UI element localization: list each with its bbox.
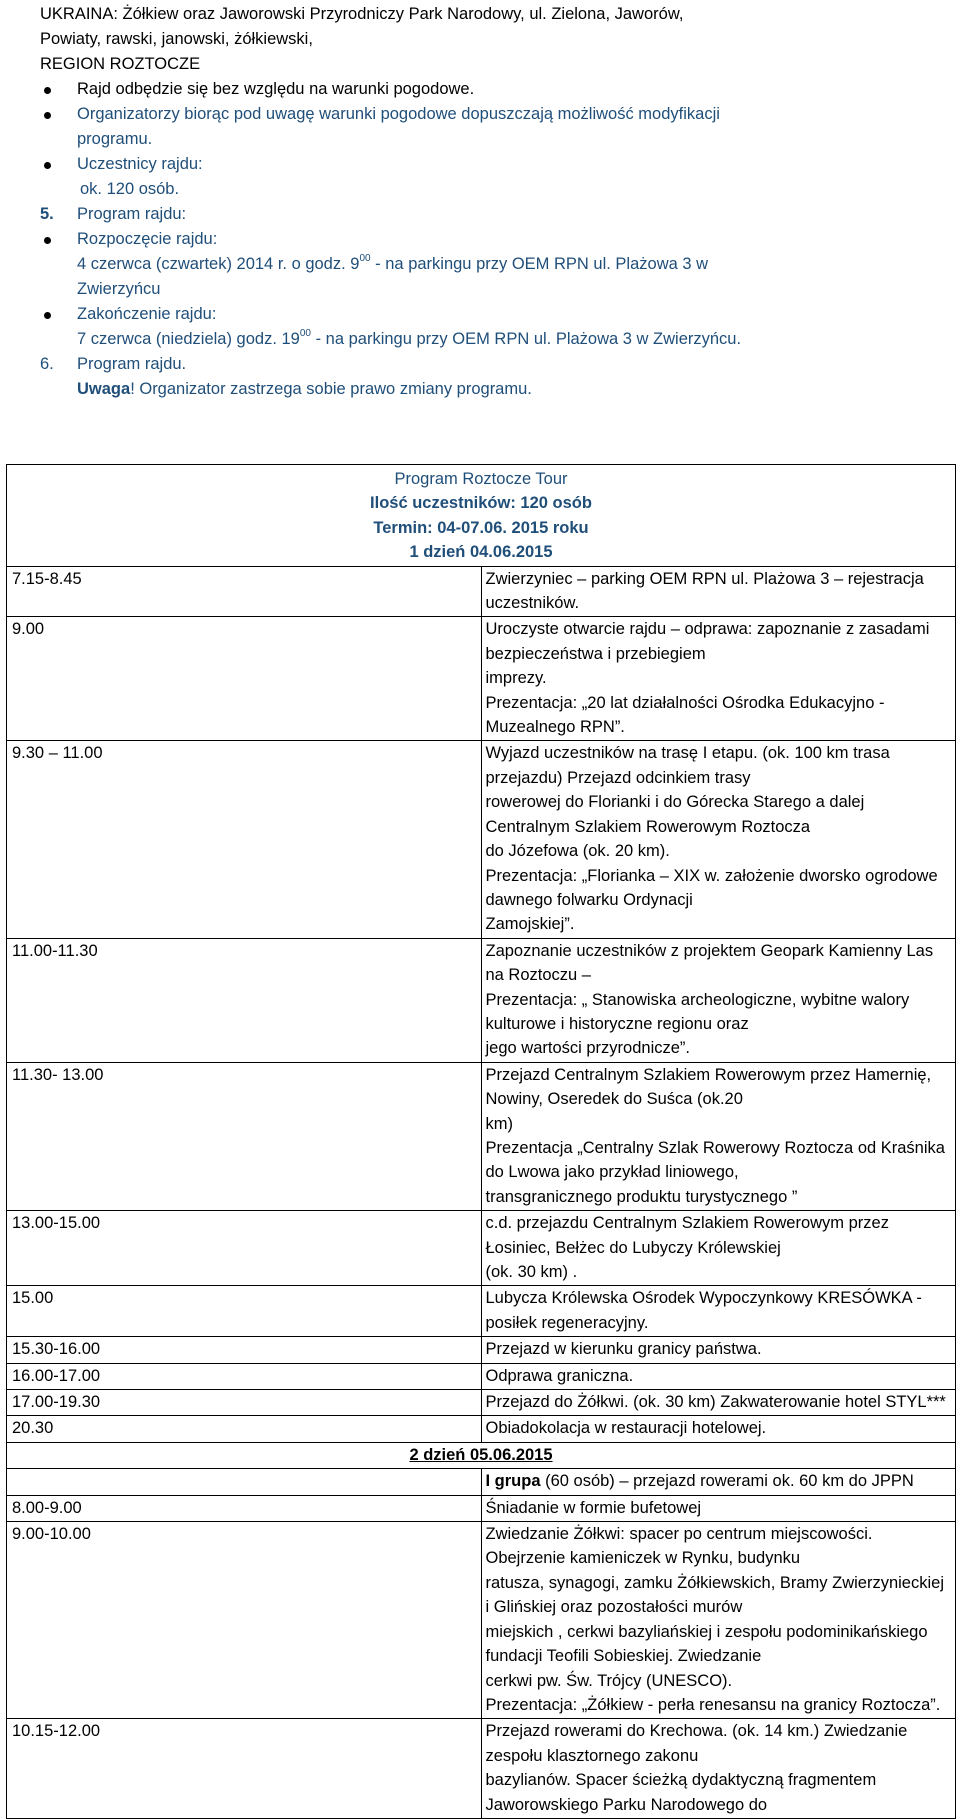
activity-line: Zamojskiej”. bbox=[485, 915, 575, 934]
time-cell: 10.15-12.00 bbox=[7, 1719, 482, 1819]
table-row bbox=[7, 1390, 956, 1416]
activity-line: Śniadanie w formie bufetowej bbox=[485, 1498, 702, 1517]
table-header-row bbox=[7, 465, 956, 567]
start-details: Zwierzyńcu bbox=[77, 280, 161, 298]
activity-line: miejskich , cerkwi bazyliańskiej i zespołu podominikańskiego fundacji Teofili Sobieskiej. Zwiedzanie bbox=[485, 1622, 928, 1666]
activity-line: Przejazd Centralnym Szlakiem Rowerowym przez Hamernię, Nowiny, Oseredek do Suśca (ok.20 bbox=[485, 1065, 932, 1109]
activity-line: c.d. przejazdu Centralnym Szlakiem Rowerowym przez Łosiniec, Bełżec do Lubyczy Królewskiej bbox=[485, 1214, 889, 1257]
time-cell: 9.30 – 11.00 bbox=[7, 741, 482, 938]
activity-line: Obiadokolacja w restauracji hotelowej. bbox=[485, 1419, 767, 1438]
activity-line: jego wartości przyrodnicze”. bbox=[485, 1039, 690, 1058]
activity-cell bbox=[481, 617, 956, 741]
activity-line: Przejazd w kierunku granicy państwa. bbox=[485, 1340, 762, 1359]
time-cell: 9.00 bbox=[7, 617, 482, 741]
time-cell: 11.00-11.30 bbox=[7, 938, 482, 1062]
activity-line: km) bbox=[485, 1114, 513, 1133]
activity-cell bbox=[481, 566, 956, 617]
activity-line: Prezentacja: „Żółkiew - perła renesansu na granicy Roztocza”. bbox=[485, 1695, 941, 1714]
group-row bbox=[7, 1469, 956, 1495]
activity-line: Zwierzyniec – parking OEM RPN ul. Plażowa 3 – rejestracja uczestników. bbox=[485, 569, 924, 613]
bullet-icon bbox=[44, 312, 51, 319]
activity-line: Prezentacja: „ Stanowiska archeologiczne, wybitne walory kulturowe i historyczne regionu oraz bbox=[485, 990, 910, 1033]
intro-section bbox=[40, 2, 940, 402]
participants-info: Ilość uczestników: 120 osób bbox=[370, 494, 592, 513]
time-cell: 17.00-19.30 bbox=[7, 1390, 482, 1416]
activity-cell bbox=[481, 1337, 956, 1363]
location-line: UKRAINA: Żółkiew oraz Jaworowski Przyrodniczy Park Narodowy, ul. Zielona, Jaworów, bbox=[40, 5, 684, 23]
activity-cell bbox=[481, 1363, 956, 1389]
activity-line: rowerowej do Florianki i do Górecka Starego a dalej Centralnym Szlakiem Rowerowym Roztocza bbox=[485, 793, 865, 836]
day-heading: 1 dzień 04.06.2015 bbox=[409, 543, 553, 562]
end-details: 7 czerwca (niedziela) godz. $19^{00}$ - na parkingu przy OEM RPN ul. Plażowa 3 w Zwierzyńcu. bbox=[77, 328, 742, 348]
program-table bbox=[6, 464, 956, 1819]
bullet-item: Rajd odbędzie się bez względu na warunki pogodowe. bbox=[40, 77, 940, 102]
group-description: (60 osób) – przejazd rowerami ok. 60 km do JPPN bbox=[540, 1472, 914, 1491]
activity-line: cerkwi pw. Św. Trójcy (UNESCO). bbox=[485, 1671, 733, 1690]
activity-line: Lubycza Królewska Ośrodek Wypoczynkowy KRESÓWKA - posiłek regeneracyjny. bbox=[485, 1289, 922, 1332]
bullet-item: Organizatorzy biorąc pod uwagę warunki pogodowe dopuszczają możliwość modyfikacji bbox=[40, 102, 940, 127]
time-cell: 8.00-9.00 bbox=[7, 1495, 482, 1521]
activity-line: Prezentacja: „20 lat działalności Ośrodka Edukacyjno - Muzealnego RPN”. bbox=[485, 693, 885, 737]
time-cell: 11.30- 13.00 bbox=[7, 1062, 482, 1210]
start-details: 4 czerwca (czwartek) 2014 r. o godz. $9^{00}$ - na parkingu przy OEM RPN ul. Plażowa 3 w bbox=[77, 253, 709, 273]
activity-cell bbox=[481, 1719, 956, 1819]
activity-cell bbox=[481, 1211, 956, 1286]
activity-line: Zwiedzanie Żółkwi: spacer po centrum miejscowości. Obejrzenie kamieniczek w Rynku, budynku bbox=[485, 1525, 873, 1568]
activity-line: bazylianów. Spacer ścieżką dydaktyczną fragmentem Jaworowskiego Parku Narodowego do bbox=[485, 1771, 877, 1814]
bullet-icon bbox=[44, 112, 51, 119]
activity-line: do Józefowa (ok. 20 km). bbox=[485, 842, 670, 861]
activity-line: Wyjazd uczestników na trasę I etapu. (ok. 100 km trasa przejazdu) Przejazd odcinkiem trasy bbox=[485, 744, 890, 787]
group-label: I grupa bbox=[485, 1472, 541, 1491]
program-title: Program Roztocze Tour bbox=[394, 470, 568, 488]
activity-cell bbox=[481, 1286, 956, 1337]
table-row bbox=[7, 1522, 956, 1719]
time-cell: 9.00-10.00 bbox=[7, 1522, 482, 1719]
note: Uwaga! Organizator zastrzega sobie prawo zmiany programu. bbox=[77, 380, 532, 398]
time-cell: 15.30-16.00 bbox=[7, 1337, 482, 1363]
table-row bbox=[7, 741, 956, 938]
activity-line: Uroczyste otwarcie rajdu – odprawa: zapoznanie z zasadami bezpieczeństwa i przebiegiem bbox=[485, 620, 930, 663]
time-cell: 15.00 bbox=[7, 1286, 482, 1337]
activity-cell bbox=[481, 938, 956, 1062]
section-heading bbox=[40, 352, 940, 377]
bullet-icon bbox=[44, 162, 51, 169]
activity-cell bbox=[481, 1390, 956, 1416]
day-heading: 2 dzień 05.06.2015 bbox=[409, 1445, 553, 1464]
location-line: REGION ROZTOCZE bbox=[40, 55, 201, 73]
table-row bbox=[7, 566, 956, 617]
activity-line: ratusza, synagogi, zamku Żółkiewskich, Bramy Zwierzynieckiej i Glińskiej oraz pozostałości murów bbox=[485, 1573, 944, 1617]
activity-line: Prezentacja „Centralny Szlak Rowerowy Roztocza od Kraśnika do Lwowa jako przykład liniowego, bbox=[485, 1138, 945, 1182]
section-heading bbox=[40, 202, 940, 227]
table-row bbox=[7, 1286, 956, 1337]
time-cell: 13.00-15.00 bbox=[7, 1211, 482, 1286]
activity-line: (ok. 30 km) . bbox=[485, 1263, 578, 1281]
activity-line: Prezentacja: „Florianka – XIX w. założenie dworsko ogrodowe dawnego folwarku Ordynacji bbox=[485, 866, 938, 909]
bullet-item: Zakończenie rajdu: bbox=[40, 302, 940, 327]
table-row bbox=[7, 938, 956, 1062]
location-line: Powiaty, rawski, janowski, żółkiewski, bbox=[40, 30, 313, 48]
table-row bbox=[7, 1495, 956, 1521]
activity-cell bbox=[481, 741, 956, 938]
table-row bbox=[7, 1337, 956, 1363]
time-cell: 16.00-17.00 bbox=[7, 1363, 482, 1389]
activity-cell bbox=[481, 1495, 956, 1521]
bullet-icon bbox=[44, 87, 51, 94]
table-row bbox=[7, 1062, 956, 1210]
term-info: Termin: 04-07.06. 2015 roku bbox=[373, 518, 589, 537]
time-cell: 20.30 bbox=[7, 1416, 482, 1442]
section-number: 6. bbox=[40, 355, 54, 373]
activity-cell bbox=[481, 1522, 956, 1719]
bullet-item: Rozpoczęcie rajdu: bbox=[40, 227, 940, 252]
section-title: Program rajdu: bbox=[77, 205, 187, 223]
activity-line: Zapoznanie uczestników z projektem Geopark Kamienny Las na Roztoczu – bbox=[485, 941, 934, 985]
table-row bbox=[7, 1363, 956, 1389]
section-title: Program rajdu. bbox=[77, 355, 187, 373]
participants-count: ok. 120 osób. bbox=[80, 180, 180, 198]
table-row bbox=[7, 1719, 956, 1819]
table-row bbox=[7, 617, 956, 741]
activity-line: Odprawa graniczna. bbox=[485, 1366, 634, 1385]
table-row bbox=[7, 1416, 956, 1442]
activity-line: Przejazd rowerami do Krechowa. (ok. 14 km.) Zwiedzanie zespołu klasztornego zakonu bbox=[485, 1722, 908, 1765]
bullet-icon bbox=[44, 237, 51, 244]
activity-line: Przejazd do Żółkwi. (ok. 30 km) Zakwaterowanie hotel STYL*** bbox=[485, 1393, 946, 1412]
activity-cell bbox=[481, 1062, 956, 1210]
day-heading-row bbox=[7, 1442, 956, 1468]
activity-line: transgranicznego produktu turystycznego ” bbox=[485, 1187, 798, 1206]
bullet-item: Uczestnicy rajdu: bbox=[40, 152, 940, 177]
bullet-continuation: programu. bbox=[77, 130, 153, 148]
activity-cell bbox=[481, 1416, 956, 1442]
activity-line: imprezy. bbox=[485, 669, 547, 688]
time-cell: 7.15-8.45 bbox=[7, 566, 482, 617]
table-row bbox=[7, 1211, 956, 1286]
section-number: 5. bbox=[40, 205, 54, 223]
